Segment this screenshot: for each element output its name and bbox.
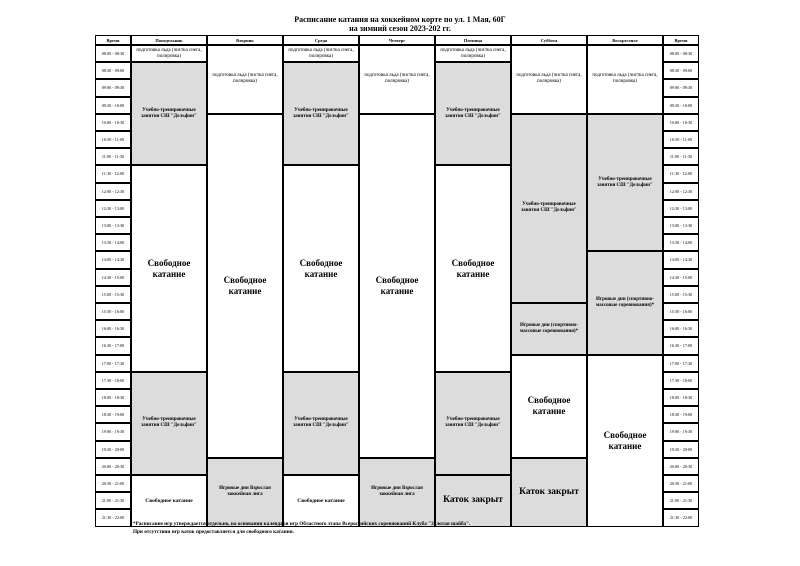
time-slot-right: 09:00 - 09:30 (663, 79, 699, 96)
schedule-block: подготовка льда (чистка снега, полировка) (207, 45, 283, 114)
time-slot-right: 10:00 - 10:30 (663, 114, 699, 131)
time-slot-left: 20:00 - 20:30 (95, 458, 131, 475)
time-slot-left: 13:30 - 14:00 (95, 234, 131, 251)
schedule-block: Свободное катание (587, 355, 663, 527)
time-slot-right: 18:00 - 18:30 (663, 389, 699, 406)
time-slot-right: 09:30 - 10:00 (663, 97, 699, 114)
time-slot-right: 11:00 - 11:30 (663, 148, 699, 165)
time-slot-left: 16:30 - 17:00 (95, 337, 131, 354)
header-day: Среда (283, 35, 359, 45)
time-slot-right: 08:30 - 09:00 (663, 62, 699, 79)
time-slot-left: 12:00 - 12:30 (95, 183, 131, 200)
time-slot-left: 19:30 - 20:00 (95, 441, 131, 458)
schedule-block: Игровые дни (спортивно-массовые соревнования)* (587, 251, 663, 354)
time-slot-left: 14:30 - 15:00 (95, 269, 131, 286)
time-slot-right: 10:30 - 11:00 (663, 131, 699, 148)
time-slot-left: 12:30 - 13:00 (95, 200, 131, 217)
time-slot-left: 09:30 - 10:00 (95, 97, 131, 114)
time-slot-right: 12:00 - 12:30 (663, 183, 699, 200)
time-slot-right: 19:00 - 19:30 (663, 423, 699, 440)
time-slot-right: 13:00 - 13:30 (663, 217, 699, 234)
header-day: Вторник (207, 35, 283, 45)
time-slot-left: 11:30 - 12:00 (95, 165, 131, 182)
schedule-block: Каток закрыт (435, 475, 511, 527)
schedule-block: Учебно-тренировочные занятия СШ "Дельфин" (283, 372, 359, 475)
time-slot-left: 10:00 - 10:30 (95, 114, 131, 131)
time-slot-right: 16:00 - 16:30 (663, 320, 699, 337)
schedule-block: Учебно-тренировочные занятия СШ "Дельфин" (131, 372, 207, 475)
schedule-block: Учебно-тренировочные занятия СШ "Дельфин" (435, 62, 511, 165)
time-slot-left: 15:30 - 16:00 (95, 303, 131, 320)
header-day: Пятница (435, 35, 511, 45)
time-slot-right: 12:30 - 13:00 (663, 200, 699, 217)
time-slot-left: 18:30 - 19:00 (95, 406, 131, 423)
time-slot-left: 20:30 - 21:00 (95, 475, 131, 492)
schedule-block: Каток закрыт (511, 458, 587, 527)
time-slot-right: 17:00 - 17:30 (663, 355, 699, 372)
schedule-block: Свободное катание (131, 165, 207, 371)
time-slot-left: 11:00 - 11:30 (95, 148, 131, 165)
schedule-block: Свободное катание (359, 114, 435, 458)
time-slot-left: 09:00 - 09:30 (95, 79, 131, 96)
time-slot-right: 21:00 - 21:30 (663, 492, 699, 509)
footnote-free-skating: При отсутствии игр каток предоставляется для свободного катания. (133, 529, 294, 535)
time-slot-right: 13:30 - 14:00 (663, 234, 699, 251)
schedule-block: Учебно-тренировочные занятия СШ "Дельфин" (283, 62, 359, 165)
time-slot-right: 18:30 - 19:00 (663, 406, 699, 423)
schedule-block: Игровые дни Взрослая хоккейная лига (359, 458, 435, 527)
time-slot-right: 14:00 - 14:30 (663, 251, 699, 268)
schedule-block: Учебно-тренировочные занятия СШ "Дельфин" (435, 372, 511, 475)
schedule-block: Свободное катание (283, 165, 359, 371)
schedule-block: подготовка льда (чистка снега, полировка) (511, 45, 587, 114)
time-slot-right: 15:00 - 15:30 (663, 286, 699, 303)
time-slot-left: 13:00 - 13:30 (95, 217, 131, 234)
time-slot-right: 11:30 - 12:00 (663, 165, 699, 182)
time-slot-right: 16:30 - 17:00 (663, 337, 699, 354)
header-time-right: Время (663, 35, 699, 45)
schedule-block: подготовка льда (чистка снега, полировка) (359, 45, 435, 114)
schedule-block: Учебно-тренировочные занятия СШ "Дельфин" (511, 114, 587, 303)
time-slot-right: 15:30 - 16:00 (663, 303, 699, 320)
schedule-block: Свободное катание (283, 475, 359, 527)
time-slot-right: 20:30 - 21:00 (663, 475, 699, 492)
schedule-block: подготовка льда (чистка снега, полировка) (587, 45, 663, 114)
header-time-left: Время (95, 35, 131, 45)
schedule-block: подготовка льда (чистка снега, полировка) (131, 45, 207, 62)
time-slot-right: 14:30 - 15:00 (663, 269, 699, 286)
time-slot-left: 10:30 - 11:00 (95, 131, 131, 148)
page-title: Расписание катания на хоккейном корте по ул. 1 Мая, 60Г (294, 15, 506, 24)
time-slot-left: 21:00 - 21:30 (95, 492, 131, 509)
header-day: Суббота (511, 35, 587, 45)
header-day: Понедельник (131, 35, 207, 45)
footnote-games: *Расписание игр утверждается отдельно, на основании календаря игр Областного этапа Всероссийских соревнований Клуба "Золотая шайба". (133, 521, 471, 527)
schedule-block: Учебно-тренировочные занятия СШ "Дельфин" (131, 62, 207, 165)
time-slot-right: 19:30 - 20:00 (663, 441, 699, 458)
time-slot-left: 17:30 - 18:00 (95, 372, 131, 389)
time-slot-left: 17:00 - 17:30 (95, 355, 131, 372)
schedule-block: Учебно-тренировочные занятия СШ "Дельфин" (587, 114, 663, 252)
schedule-block: подготовка льда (чистка снега, полировка) (435, 45, 511, 62)
time-slot-left: 08:30 - 09:00 (95, 62, 131, 79)
schedule-block: подготовка льда (чистка снега, полировка) (283, 45, 359, 62)
header-day: Четверг (359, 35, 435, 45)
time-slot-left: 19:00 - 19:30 (95, 423, 131, 440)
time-slot-left: 15:00 - 15:30 (95, 286, 131, 303)
schedule-block: Игровые дни Взрослая хоккейная лига (207, 458, 283, 527)
page-subtitle: на зимний сезон 2023-202 гг. (349, 24, 451, 33)
time-slot-right: 17:30 - 18:00 (663, 372, 699, 389)
time-slot-right: 08:00 - 08:30 (663, 45, 699, 62)
time-slot-left: 14:00 - 14:30 (95, 251, 131, 268)
time-slot-right: 21:30 - 22:00 (663, 509, 699, 526)
header-day: Воскресенье (587, 35, 663, 45)
time-slot-left: 08:00 - 08:30 (95, 45, 131, 62)
schedule-block: Игровые дни (спортивно-массовые соревнования)* (511, 303, 587, 355)
schedule-block: Свободное катание (131, 475, 207, 527)
schedule-block: Свободное катание (207, 114, 283, 458)
schedule-block: Свободное катание (511, 355, 587, 458)
time-slot-right: 20:00 - 20:30 (663, 458, 699, 475)
time-slot-left: 16:00 - 16:30 (95, 320, 131, 337)
time-slot-left: 21:30 - 22:00 (95, 509, 131, 526)
schedule-block: Свободное катание (435, 165, 511, 371)
time-slot-left: 18:00 - 18:30 (95, 389, 131, 406)
